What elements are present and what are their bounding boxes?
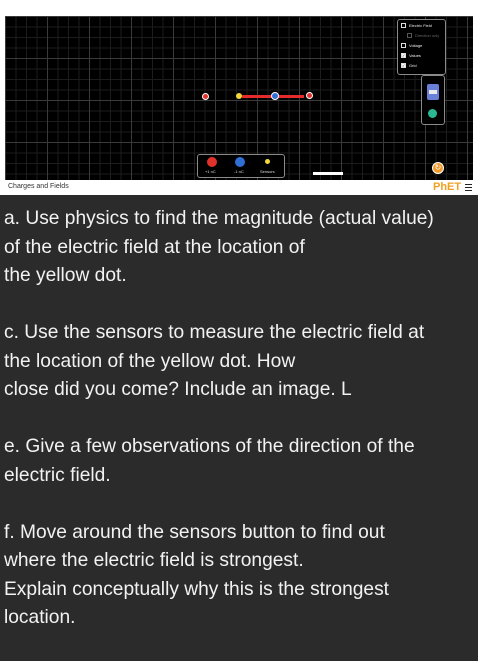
question-list — [4, 205, 474, 661]
grid-checkbox[interactable]: ✓ — [402, 63, 406, 68]
reset-all-button[interactable]: ↻ — [432, 162, 444, 174]
control-voltage[interactable]: Voltage — [401, 43, 422, 48]
positive-charge-right[interactable] — [306, 92, 313, 99]
charges-toolbox — [197, 154, 285, 178]
question-e: e. Give a few observations of the direction of the electric field. — [4, 436, 415, 486]
tool-box — [421, 75, 445, 125]
measuring-tape-scale[interactable] — [313, 172, 343, 175]
voltmeter-screen — [429, 90, 437, 94]
positive-charge-label: +1 nC — [205, 169, 216, 174]
hamburger-menu-icon[interactable] — [465, 184, 472, 191]
voltage-checkbox[interactable] — [401, 43, 406, 48]
question-f: f. Move around the sensors button to find out where the electric field is strongest. Explain conceptually why this is the strongest location. — [4, 521, 390, 628]
sim-title: Charges and Fields — [8, 183, 69, 190]
sensors-label: Sensors — [260, 169, 275, 174]
question-c: c. Use the sensors to measure the electric field at the location of the yellow dot. How close did you come? Include an image. L — [4, 322, 425, 400]
field-sensor[interactable] — [271, 92, 279, 100]
question-a: a. Use physics to find the magnitude (actual value) of the electric field at the location of the yellow dot. — [4, 208, 434, 286]
measuring-tape-icon[interactable] — [428, 109, 437, 118]
positive-charge-left[interactable] — [202, 93, 209, 100]
voltmeter-icon[interactable] — [427, 84, 439, 100]
control-values[interactable]: ✓ Values — [402, 53, 421, 58]
control-grid[interactable]: ✓ Grid — [402, 63, 417, 68]
direction-only-checkbox[interactable] — [407, 33, 412, 38]
negative-charge-label: -1 nC — [234, 169, 244, 174]
yellow-sensor-dot[interactable] — [236, 93, 242, 99]
phet-logo[interactable]: PhET — [433, 181, 462, 193]
negative-charge-bucket[interactable] — [235, 157, 245, 167]
control-panel — [397, 19, 446, 75]
sensor-bucket[interactable] — [265, 159, 270, 164]
electric-field-checkbox[interactable] — [401, 23, 406, 28]
control-electric-field[interactable]: Electric Field — [401, 23, 432, 28]
control-direction-only[interactable]: Direction only — [407, 33, 439, 38]
positive-charge-bucket[interactable] — [207, 157, 217, 167]
values-checkbox[interactable]: ✓ — [402, 53, 406, 58]
simulation-screenshot — [0, 0, 478, 195]
navigation-bar — [0, 181, 478, 195]
